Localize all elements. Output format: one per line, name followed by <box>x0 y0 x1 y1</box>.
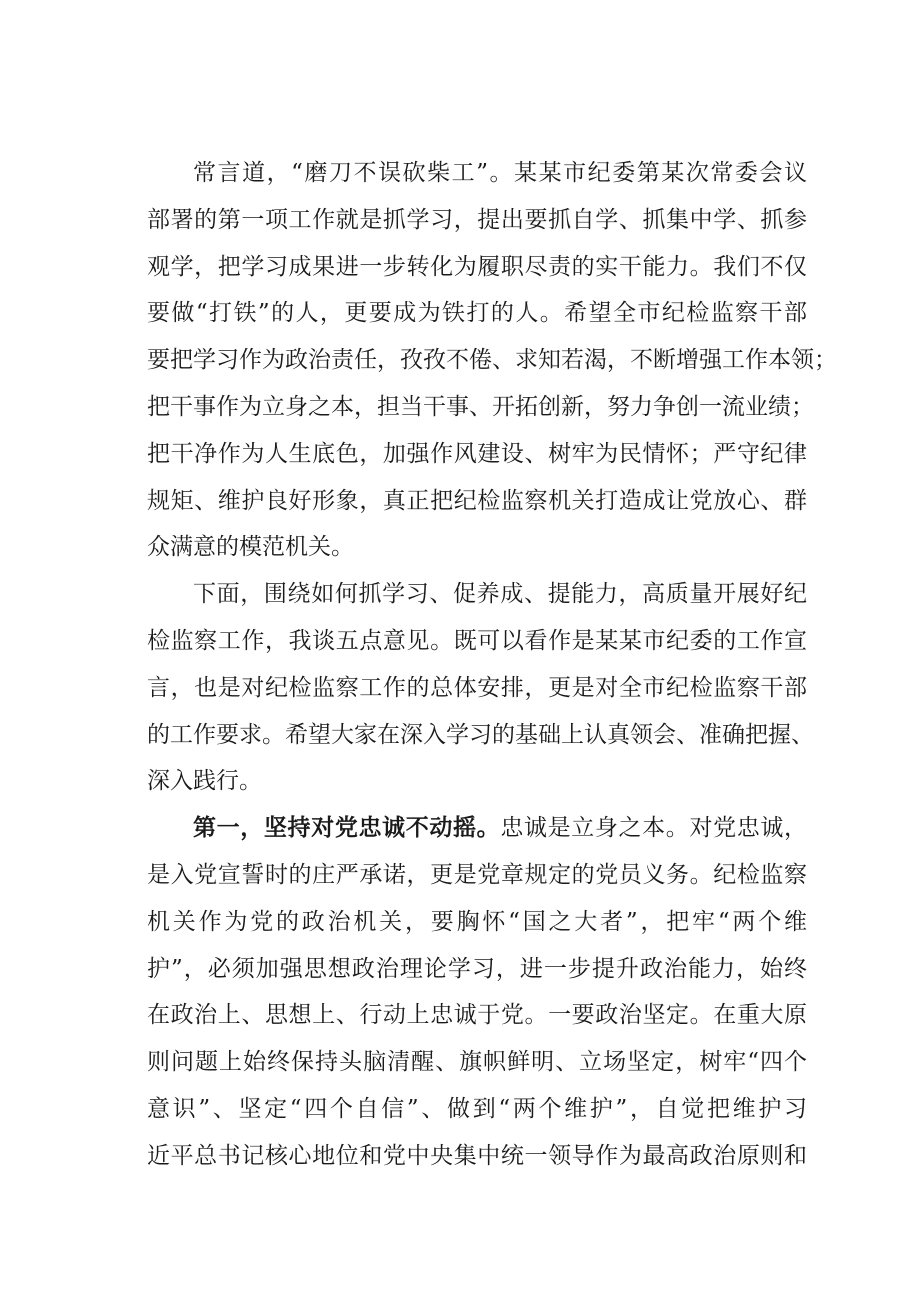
text-line: 要做“打铁”的人，更要成为铁打的人。希望全市纪检监察干部 <box>147 300 807 327</box>
text-line: 的工作要求。希望大家在深入学习的基础上认真领会、准确把握、 <box>147 721 814 748</box>
text-line <box>147 805 807 852</box>
text-line: 近平总书记核心地位和党中央集中统一领导作为最高政治原则和 <box>147 1142 807 1169</box>
text-line: 在政治上、思想上、行动上忠诚于党。一要政治坚定。在重大原 <box>147 1002 807 1029</box>
text-line: 规矩、维护良好形象，真正把纪检监察机关打造成让党放心、群 <box>147 487 807 514</box>
text-line: 检监察工作，我谈五点意见。既可以看作是某某市纪委的工作宣 <box>147 627 807 654</box>
text-line: 常言道，“磨刀不误砍柴工”。某某市纪委第某次常委会议 <box>193 160 807 186</box>
paragraph-overview <box>147 571 814 805</box>
text-line: 下面，围绕如何抓学习、促养成、提能力，高质量开展好纪 <box>193 581 807 608</box>
text-line: 部署的第一项工作就是抓学习，提出要抓自学、抓集中学、抓参 <box>147 206 807 233</box>
text-line: 意识”、坚定“四个自信”、做到“两个维护”，自觉把维护习 <box>147 1095 807 1122</box>
paragraph-intro <box>147 150 837 571</box>
text-line: 深入践行。 <box>147 768 262 795</box>
text-line: 要把学习作为政治责任，孜孜不倦、求知若渴，不断增强工作本领； <box>147 347 837 374</box>
text-line: 护”，必须加强思想政治理论学习，进一步提升政治能力，始终 <box>147 955 807 982</box>
heading-line-rest: 忠诚是立身之本。对党忠诚， <box>500 815 808 842</box>
text-line: 众满意的模范机关。 <box>147 534 354 561</box>
text-line: 把干事作为立身之本，担当干事、开拓创新，努力争创一流业绩； <box>147 393 814 420</box>
text-line: 是入党宣誓时的庄严承诺，更是党章规定的党员义务。纪检监察 <box>147 861 807 888</box>
document-body <box>147 150 837 1180</box>
text-line: 机关作为党的政治机关，要胸怀“国之大者”，把牢“两个维 <box>147 908 807 935</box>
section-heading: 第一，坚持对党忠诚不动摇。 <box>193 814 501 842</box>
text-line: 言，也是对纪检监察工作的总体安排，更是对全市纪检监察干部 <box>147 674 807 701</box>
text-line: 则问题上始终保持头脑清醒、旗帜鲜明、立场坚定，树牢“四个 <box>147 1049 807 1076</box>
paragraph-point-one <box>147 805 807 1179</box>
text-line: 观学，把学习成果进一步转化为履职尽责的实干能力。我们不仅 <box>147 253 807 280</box>
text-line: 把干净作为人生底色，加强作风建设、树牢为民情怀；严守纪律 <box>147 440 807 467</box>
